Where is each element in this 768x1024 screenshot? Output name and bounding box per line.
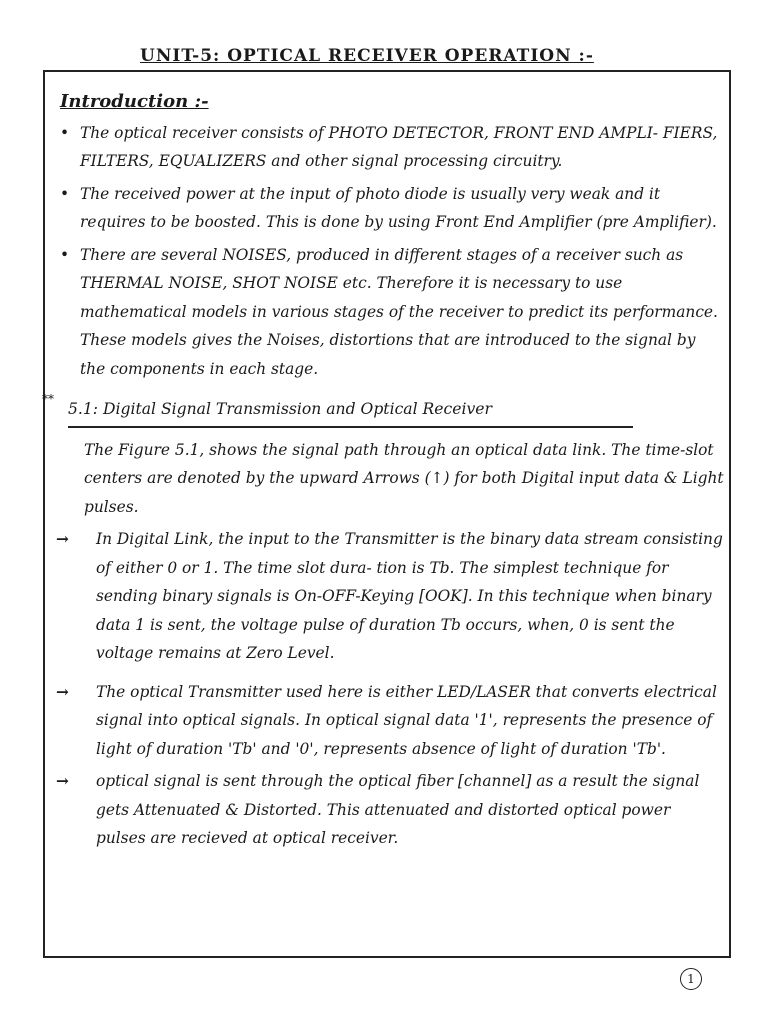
arrow-paragraph	[56, 767, 724, 853]
section-intro: The Figure 5.1, shows the signal path through an optical data link. The time-slot centers are denoted by the upward Arrows (↑) for both Digital input data & Light pulses.	[84, 440, 724, 516]
page-title: UNIT-5: OPTICAL RECEIVER OPERATION :-	[140, 46, 594, 66]
section-heading-text: 5.1: Digital Signal Transmission and Optical Receiver	[68, 400, 492, 418]
page-number: 1	[680, 968, 702, 990]
intro-bullet: • The optical receiver consists of PHOTO DETECTOR, FRONT END AMPLI- FIERS, FILTERS, EQUALIZERS and other signal processing circuitry.	[56, 119, 724, 176]
arrow-icon: →	[56, 682, 69, 701]
arrow-paragraph	[56, 525, 724, 668]
arrow-paragraph	[56, 678, 724, 764]
section-marker: **	[42, 392, 54, 406]
arrow-paragraph-text: The optical Transmitter used here is either LED/LASER that converts electrical signal into optical signals. In optical signal data '1', represents the presence of light of duration 'Tb' and '0', represents absence of light of duration 'Tb'.	[96, 682, 717, 758]
intro-bullet: • The received power at the input of photo diode is usually very weak and it requires to be boosted. This is done by using Front End Amplifier (pre Amplifier).	[56, 180, 724, 237]
intro-bullet: • There are several NOISES, produced in different stages of a receiver such as THERMAL NOISE, SHOT NOISE etc. Therefore it is necessary to use mathematical models in various stages of the receiver to predict its performance. These models gives the Noises, distortions that are introduced to the signal by the components in each stage.	[56, 241, 724, 384]
arrow-icon: →	[56, 530, 69, 548]
arrow-icon: →	[56, 772, 69, 790]
intro-heading: Introduction :-	[60, 91, 209, 112]
arrow-paragraph-text: In Digital Link, the input to the Transmitter is the binary data stream consisting of either 0 or 1. The time slot dura- tion is Tb. The simplest technique for sending binary signals is On-OFF-Keying [OOK]. In this technique when binary data 1 is sent, the voltage pulse of duration Tb occurs, when, 0 is sent the voltage remains at Zero Level.	[96, 530, 723, 662]
section-heading	[42, 392, 633, 428]
arrow-paragraph-text: optical signal is sent through the optical fiber [channel] as a result the signal gets Attenuated & Distorted. This attenuated and distorted optical power pulses are recieved at optical receiver.	[96, 772, 700, 847]
page-content	[42, 88, 724, 857]
